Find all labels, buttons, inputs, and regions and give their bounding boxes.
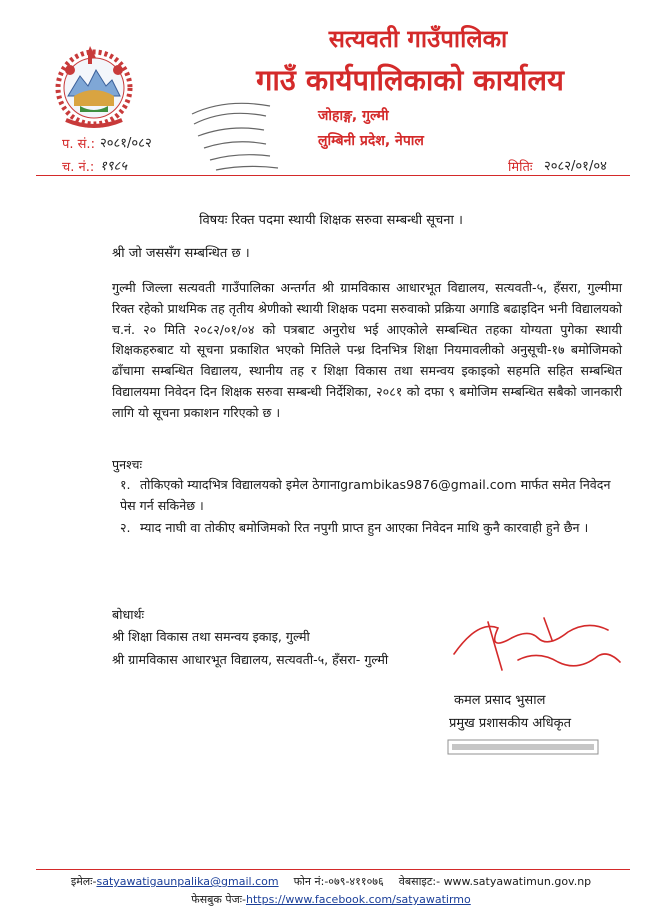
header-divider xyxy=(36,175,630,176)
subject-line: विषयः रिक्त पदमा स्थायी शिक्षक सरुवा सम्बन्धी सूचना । xyxy=(199,213,463,228)
footer-website-link[interactable]: www.satyawatimun.gov.np xyxy=(443,875,592,888)
postscript-item-2 xyxy=(120,518,620,539)
handwritten-signature xyxy=(448,610,628,680)
footer-facebook-link[interactable]: https://www.facebook.com/satyawatirmo xyxy=(245,893,471,906)
office-name: गाउँ कार्यपालिकाको कार्यालय xyxy=(256,63,564,97)
postscript-heading: पुनश्चः xyxy=(112,457,143,472)
footer-facebook-label: फेसबुक पेजः- xyxy=(191,893,246,906)
dispatch-number-value: १९८५ xyxy=(100,159,128,174)
footer-phone: फोन नं:-०७९-४११०७६ xyxy=(293,875,384,888)
date-label: मितिः xyxy=(508,160,533,175)
fiscal-year-value: २०८१/०८२ xyxy=(100,136,152,151)
municipality-name: सत्यवती गाउँपालिका xyxy=(328,25,508,53)
office-stamp xyxy=(186,96,314,176)
designation-stamp xyxy=(446,736,606,758)
signatory-title: प्रमुख प्रशासकीय अधिकृत xyxy=(449,716,572,731)
item-number: २. xyxy=(120,520,131,535)
footer-email-link[interactable]: satyawatigaunpalika@gmail.com xyxy=(96,875,279,888)
notice-body: गुल्मी जिल्ला सत्यवती गाउँपालिका अन्तर्गत श्री ग्रामविकास आधारभूत विद्यालय, सत्यवती-५, हँसरा, गुल्मीमा रिक्त रहेको प्राथमिक तह तृतीय श्रेणीको स्थायी शिक्षक पदमा सरुवाको प्रक्रिया अगाडि बढाइदिन भनी विद्यालयको च.नं. २० मिति २०८२/०१/०४ को पत्रबाट अनुरोध भई आएकोले सम्बन्धित तहका योग्यता पुगेका स्थायी शिक्षकहरुबाट यो सूचना प्रकाशित भएको मितिले पन्ध्र दिनभित्र शिक्षा नियमावलीको अनुसूची-१७ बमोजिमको ढाँचामा सम्बन्धित विद्यालय, स्थानीय तह र शिक्षा विकास तथा समन्वय इकाइको सहमति सहित सम्बन्धित विद्यालयमा निवेदन दिन शिक्षक सरुवा सम्बन्धी निर्देशिका, २०८१ को दफा ९ बमोजिम सम्बन्धित सबैको जानकारी लागि यो सूचना प्रकाशन गरिएको छ । xyxy=(112,280,622,420)
fiscal-year-label: प. सं.: xyxy=(62,137,95,152)
dispatch-number-label: च. नं.: xyxy=(62,160,95,175)
item-number: १. xyxy=(120,477,131,492)
footer-email-label: इमेलः- xyxy=(70,875,97,888)
address-line-2: लुम्बिनी प्रदेश, नेपाल xyxy=(318,133,424,149)
salutation: श्री जो जससँग सम्बन्धित छ । xyxy=(112,246,250,261)
cc-recipient-1: श्री शिक्षा विकास तथा समन्वय इकाइ, गुल्मी xyxy=(112,629,310,644)
school-email[interactable]: grambikas9876@gmail.com xyxy=(340,477,517,492)
footer-social-line xyxy=(0,892,662,907)
item-text: तोकिएको म्यादभित्र विद्यालयको इमेल ठेगाना xyxy=(140,477,341,492)
item-text-continued: मार्फत समेत निवेदन पेस गर्न सकिनेछ । xyxy=(120,477,611,513)
government-emblem-logo xyxy=(50,40,138,132)
footer-divider xyxy=(36,869,630,870)
postscript-item-1 xyxy=(120,475,620,517)
item-text: म्याद नाघी वा तोकीए बमोजिमको रित नपुगी प्राप्त हुन आएका निवेदन माथि कुनै कारवाही हुने छैन । xyxy=(140,520,589,535)
date-value: २०८२/०१/०४ xyxy=(544,159,607,174)
address-line-1: जोहाङ्ग, गुल्मी xyxy=(318,108,389,124)
cc-heading: बोधार्थः xyxy=(112,607,145,622)
cc-recipient-2: श्री ग्रामविकास आधारभूत विद्यालय, सत्यवती-५, हँसरा- गुल्मी xyxy=(112,652,389,667)
footer-website-label: वेबसाइट:- xyxy=(398,875,441,888)
footer-contact-line xyxy=(0,874,662,889)
signatory-name: कमल प्रसाद भुसाल xyxy=(454,693,546,708)
